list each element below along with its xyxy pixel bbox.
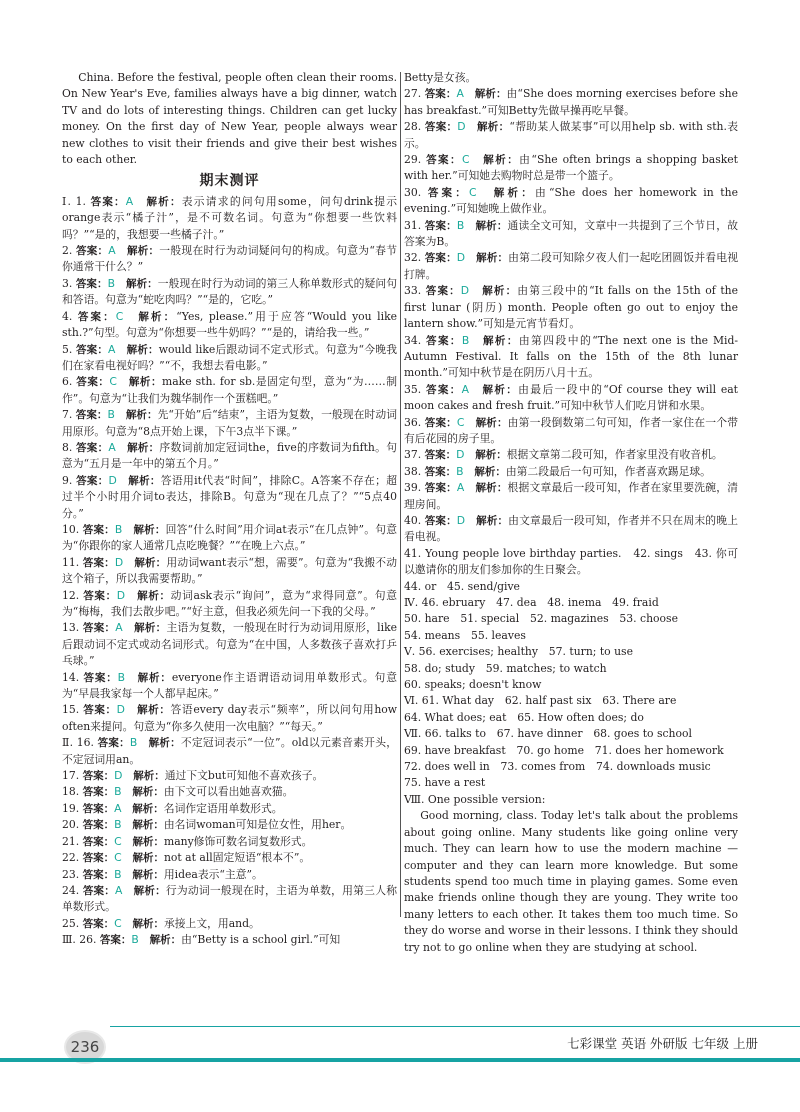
answer-choice: B (114, 867, 122, 881)
analysis-label: 解析： (482, 285, 518, 298)
item-number: 37. (404, 448, 425, 462)
analysis-text: 承接上文，用and。 (163, 916, 260, 930)
item-number: 39. (404, 481, 425, 495)
page-number: 236 (64, 1030, 106, 1064)
answer-item (62, 374, 397, 407)
answer-item (404, 333, 738, 382)
answer-item (62, 440, 397, 473)
answer-choice: C (114, 851, 122, 865)
answer-choice: B (114, 818, 122, 832)
answer-item (62, 194, 397, 243)
analysis-label: 解析： (134, 556, 167, 569)
answer-label: 答案： (82, 819, 115, 832)
item-number: 19. (62, 801, 83, 815)
answer-item (62, 620, 397, 669)
answer-item (404, 119, 738, 152)
item-number: 27. (404, 87, 425, 101)
answer-item (62, 817, 397, 833)
analysis-label: 解析： (126, 343, 159, 356)
answer-choice: A (115, 621, 123, 635)
answer-label: 答案： (426, 154, 462, 167)
answer-choice: D (114, 769, 123, 783)
item-number: 25. (62, 916, 83, 930)
answer-label: 答案： (82, 868, 115, 881)
answer-item (62, 702, 397, 735)
answer-label: 答案： (90, 195, 126, 208)
analysis-text: make sth. for sb.是固定句型，意为“为……制作”。句意为“让我们为魏华制作一个蛋糕吧。” (62, 375, 397, 405)
analysis-text: 由“Betty is a school girl.”可知 (181, 933, 341, 947)
analysis-text: 不定冠词表示“一位”。old以元素音素开头，不定冠词用an。 (62, 736, 398, 766)
item-number: 18. (62, 785, 83, 799)
analysis-text: 主语为复数，一般现在时行为动词用原形，like后跟动词不定式或动名词形式。句意为“在中国，人多数孩子喜欢打乒乓球。” (62, 621, 398, 668)
analysis-text: 根据文章最后一段可知，作者在家里要洗碗，清理房间。 (404, 481, 739, 511)
answer-item (62, 342, 397, 375)
answer-label: 答案： (427, 186, 469, 199)
analysis-text: 由文章最后一段可知，作者并不只在周末的晚上看电视。 (404, 513, 738, 544)
essay-paragraph: Good morning, class. Today let's talk about the problems about going online. Many students like going online very much. They can learn how to use the modern machine — computer and they can learn more knowledge. But some students spend too much time in playing games. Some even make friends online though they are young. They write too many letters to each other. It takes them too much time. So they do worse and worse in their lessons. I think they should try not to go online when they are studying at school. (404, 809, 738, 954)
left-answer-list (62, 194, 397, 949)
answer-label: 答案： (424, 514, 457, 527)
answer-choice: A (461, 382, 469, 396)
analysis-text: 由最后一段中的“Of course they will eat moon cakes and fresh fruit.”可知中秋节人们吃月饼和水果。 (404, 382, 739, 413)
answer-item (404, 86, 738, 119)
analysis-text: 通过下文but可知他不喜欢孩子。 (164, 769, 324, 783)
answer-item (62, 784, 397, 800)
section-title: 期末测评 (199, 173, 260, 190)
analysis-label: 解析： (146, 195, 182, 208)
answer-choice: B (114, 785, 122, 799)
analysis-text: not at all固定短语“根本不”。 (163, 851, 311, 865)
answer-choice: C (456, 415, 465, 429)
analysis-label: 解析： (476, 514, 509, 527)
analysis-text: 由第一段倒数第二句可知，作者一家住在一个带有后花园的房子里。 (404, 415, 739, 445)
analysis-text: would like后跟动词不定式形式。句意为“今晚我们在家看电视好吗？”“不，我想去看电影。” (62, 342, 397, 372)
answer-choice: B (117, 670, 126, 684)
analysis-label: 解析： (149, 934, 182, 947)
item-number: 14. (62, 670, 84, 684)
analysis-text: 先“开始”后“结束”，主语为复数，一般现在时动词用原形。句意为“8点开始上课，下午3点半下课。” (62, 408, 398, 438)
analysis-label: 解析： (482, 383, 519, 396)
analysis-text: 名词作定语用单数形式。 (163, 801, 283, 815)
answer-label: 答案： (75, 343, 109, 356)
analysis-text: 一般现在时行为动词疑问句的构成。句意为“春节你通常干什么？” (62, 244, 398, 274)
analysis-label: 解析： (137, 589, 171, 602)
answer-choice: D (456, 251, 466, 265)
analysis-label: 解析： (127, 245, 160, 258)
analysis-label: 解析： (132, 868, 164, 881)
answer-label: 答案： (77, 310, 116, 323)
answer-item (404, 250, 738, 283)
answer-label: 答案： (97, 737, 130, 750)
analysis-label: 解析： (127, 441, 160, 454)
answer-line: 44. or 45. send/give (404, 579, 520, 593)
analysis-text: many修饰可数名词复数形式。 (163, 834, 313, 848)
analysis-label: 解析： (133, 884, 166, 897)
item-number: 35. (404, 382, 426, 396)
analysis-text: 用动词want表示“想，需要”。句意为“我搬不动这个箱子，所以我需要帮助。” (62, 555, 398, 586)
answer-choice: B (114, 522, 123, 536)
continuation-text: Betty是女孩。 (404, 71, 477, 84)
analysis-text: 由下文可以看出她喜欢猫。 (163, 785, 294, 799)
answer-line: Ⅴ. 56. exercises; healthy 57. turn; to use (404, 645, 633, 659)
answer-line: 60. speaks; doesn't know (404, 678, 542, 692)
analysis-label: 解析： (132, 917, 164, 930)
item-number: 10. (62, 522, 83, 536)
answer-label: 答案： (424, 219, 457, 232)
answer-line: 72. does well in 73. comes from 74. downloads music (404, 760, 711, 774)
answer-choice: B (129, 736, 138, 750)
answer-line: 50. hare 51. special 52. magazines 53. choose (404, 612, 678, 626)
answer-choice: B (107, 408, 115, 422)
analysis-label: 解析： (128, 474, 161, 487)
answer-label: 答案： (82, 917, 115, 930)
footer-line (110, 1026, 800, 1027)
answer-label: 答案： (82, 884, 115, 897)
item-number: Ⅲ. 26. (62, 933, 100, 947)
analysis-label: 解析： (474, 88, 507, 101)
analysis-text: 由名词woman可知是位女性，用her。 (163, 818, 352, 832)
answer-label: 答案： (424, 449, 457, 462)
answer-item (62, 522, 397, 555)
answer-item (404, 415, 738, 448)
analysis-label: 解析： (483, 154, 520, 167)
answer-choice: C (114, 916, 122, 930)
analysis-label: 解析： (125, 409, 158, 422)
answer-choice: C (109, 375, 117, 389)
analysis-label: 解析： (132, 786, 164, 799)
analysis-label: 解析： (133, 523, 166, 536)
answer-choice: A (125, 194, 134, 208)
analysis-text: 由“She often brings a shopping basket with her.”可知她去购物时总是带一个篮子。 (404, 153, 739, 183)
answer-choice: B (131, 933, 139, 947)
analysis-label: 解析： (132, 802, 164, 815)
analysis-label: 解析： (482, 334, 519, 347)
item-number: 29. (404, 153, 427, 167)
item-number: 9. (62, 473, 77, 487)
analysis-text: 回答“什么时间”用介词at表示“在几点钟”。句意为“你跟你的家人通常几点吃晚餐？”“在晚上六点。” (62, 522, 397, 553)
item-number: 2. (62, 244, 76, 258)
answer-choice: A (108, 440, 116, 454)
answer-choice: D (114, 555, 124, 569)
analysis-text: “帮助某人做某事”可以用help sb. with sth.表示。 (404, 120, 739, 150)
answer-label: 答案： (82, 786, 115, 799)
item-number: 3. (62, 276, 76, 290)
footer-bar (0, 1058, 800, 1062)
item-number: 15. (62, 703, 84, 717)
analysis-label: 解析： (137, 704, 171, 717)
analysis-text: 序数词前加定冠词the，five的序数词为fifth。句意为“五月是一年中的第五个月。” (62, 440, 398, 471)
answer-item (62, 735, 397, 768)
analysis-text: 一般现在时行为动词的第三人称单数形式的疑问句和答语。句意为“蛇吃肉吗？”“是的，它吃。” (62, 276, 398, 307)
answer-label: 答案： (83, 671, 118, 684)
left-column (62, 70, 397, 949)
item-number: 31. (404, 218, 425, 232)
answer-item (404, 382, 738, 415)
analysis-label: 解析： (475, 449, 507, 462)
item-number: 28. (404, 120, 425, 134)
answer-item (62, 916, 397, 932)
analysis-label: 解析： (148, 737, 181, 750)
answer-label: 答案： (83, 704, 117, 717)
answer-choice: A (114, 801, 122, 815)
analysis-text: 通读全文可知，文章中一共提到了三个节日，故答案为B。 (404, 218, 738, 249)
answer-line: 58. do; study 59. matches; to watch (404, 661, 607, 675)
answer-label: 答案： (424, 465, 457, 478)
answer-choice: C (114, 834, 122, 848)
analysis-text: 由“She does morning exercises before she has breakfast.”可知Betty先做早操再吃早餐。 (404, 87, 739, 117)
answer-line: Ⅷ. One possible version: (404, 792, 546, 806)
answer-item (62, 834, 397, 850)
analysis-text: 动词ask表示“询问”，意为“求得同意”。句意为“梅梅，我们去散步吧。”“好主意，但我必须先问一下我的父母。” (62, 588, 398, 618)
answer-label: 答案： (424, 252, 457, 265)
analysis-label: 解析： (134, 622, 167, 635)
answer-label: 答案： (424, 121, 458, 134)
answer-line: Ⅵ. 61. What day 62. half past six 63. There are (404, 694, 677, 708)
analysis-label: 解析： (477, 121, 510, 134)
answer-item (62, 276, 397, 309)
answer-item (62, 867, 397, 883)
analysis-label: 解析： (493, 186, 535, 199)
answer-line: 75. have a rest (404, 776, 486, 790)
answer-label: 答案： (75, 409, 108, 422)
answer-choice: D (456, 448, 465, 462)
answer-label: 答案： (82, 835, 115, 848)
item-number: 17. (62, 769, 83, 783)
answer-label: 答案： (82, 770, 115, 783)
answer-choice: A (456, 87, 464, 101)
analysis-text: 根据文章第二段可知，作者家里没有收音机。 (506, 448, 723, 462)
analysis-label: 解析： (475, 219, 508, 232)
analysis-label: 解析： (128, 376, 162, 389)
right-answer-list (404, 86, 738, 545)
analysis-text: 答语every day表示“频率”，所以问句用how often来提问。句意为“你多久使用一次电脑？”“每天。” (62, 703, 398, 733)
item-number: 5. (62, 342, 76, 356)
answer-label: 答案： (82, 802, 115, 815)
answer-item (62, 883, 397, 916)
answer-label: 答案： (82, 622, 116, 635)
answer-item (404, 152, 738, 185)
answer-label: 答案： (425, 383, 462, 396)
answer-label: 答案： (424, 482, 457, 495)
answer-label: 答案： (426, 334, 462, 347)
answer-item (62, 407, 397, 440)
answer-choice: C (469, 185, 477, 199)
answer-choice: D (108, 473, 117, 487)
item-number: 13. (62, 621, 83, 635)
item-number: 34. (404, 333, 427, 347)
answer-choice: D (460, 284, 470, 298)
answer-line: 41. Young people love birthday parties. 42. sings 43. 你可以邀请你的朋友们参加你的生日聚会。 (404, 546, 738, 577)
answer-line: 54. means 55. leaves (404, 628, 526, 642)
answer-label: 答案： (76, 376, 110, 389)
item-number: 8. (62, 440, 77, 454)
answer-item (62, 243, 397, 276)
answer-item (404, 447, 738, 463)
item-number: Ⅰ. 1. (62, 194, 91, 208)
item-number: 24. (62, 883, 83, 897)
item-number: 7. (62, 408, 76, 422)
answer-label: 答案： (82, 523, 115, 536)
item-number: 20. (62, 818, 83, 832)
item-number: 11. (62, 555, 83, 569)
analysis-text: 用idea表示“主意”。 (163, 867, 263, 881)
answer-label: 答案： (424, 88, 457, 101)
answer-label: 答案： (76, 441, 109, 454)
answer-choice: D (456, 513, 466, 527)
analysis-label: 解析： (125, 277, 158, 290)
answer-item (62, 670, 397, 703)
intro-paragraph: China. Before the festival, people often clean their rooms. On New Year's Eve, families always have a big dinner, watch TV and do lots of interesting things. Children can get lucky money. On the first day of New Year, people always wear new clothes to visit their friends and give their best wishes to each other. (62, 71, 397, 167)
item-number: 36. (404, 415, 425, 429)
answer-choice: A (108, 342, 116, 356)
answer-item (62, 801, 397, 817)
book-title: 七彩课堂 英语 外研版 七年级 上册 (567, 1036, 758, 1051)
analysis-label: 解析： (132, 852, 164, 865)
analysis-text: everyone作主语谓语动词用单数形式。句意为“早晨我家每一个人都早起床。” (62, 670, 398, 701)
analysis-label: 解析： (475, 482, 508, 495)
answer-item (62, 309, 397, 342)
answer-choice: B (456, 218, 465, 232)
answer-item (404, 283, 738, 332)
item-number: 21. (62, 834, 83, 848)
answer-line: Ⅶ. 66. talks to 67. have dinner 68. goes to school (404, 727, 692, 741)
answer-item (62, 555, 397, 588)
fill-in-answers (404, 546, 738, 809)
item-number: 30. (404, 185, 428, 199)
answer-line: 64. What does; eat 65. How often does; do (404, 710, 644, 724)
answer-label: 答案： (75, 277, 108, 290)
answer-choice: A (108, 244, 116, 258)
answer-label: 答案： (76, 474, 109, 487)
analysis-text: 由第二段可知除夕夜人们一起吃团圆饭并看电视打牌。 (404, 251, 738, 281)
answer-choice: D (116, 588, 126, 602)
answer-line: Ⅳ. 46. ebruary 47. dea 48. inema 49. fraid (404, 596, 659, 609)
answer-item (404, 464, 738, 480)
answer-choice: D (116, 703, 125, 717)
item-number: 6. (62, 375, 77, 389)
analysis-label: 解析： (476, 252, 509, 265)
answer-choice: A (456, 481, 465, 495)
right-column (404, 70, 738, 956)
answer-item (404, 480, 738, 513)
item-number: 33. (404, 284, 426, 298)
analysis-text: 行为动词一般现在时，主语为单数，用第三人称单数形式。 (62, 883, 398, 914)
answer-choice: A (115, 883, 123, 897)
answer-item (404, 218, 738, 251)
item-number: 38. (404, 464, 425, 478)
answer-choice: C (461, 153, 470, 167)
answer-label: 答案： (82, 852, 115, 865)
answer-label: 答案： (83, 589, 117, 602)
item-number: 23. (62, 867, 83, 881)
answer-item (62, 850, 397, 866)
answer-line: 69. have breakfast 70. go home 71. does her homework (404, 743, 724, 757)
answer-label: 答案： (99, 934, 132, 947)
item-number: Ⅱ. 16. (62, 736, 98, 750)
answer-item (62, 588, 397, 621)
item-number: 12. (62, 588, 84, 602)
analysis-label: 解析： (474, 465, 506, 478)
answer-choice: D (457, 120, 466, 134)
answer-label: 答案： (76, 245, 109, 258)
analysis-label: 解析： (138, 310, 177, 323)
item-number: 22. (62, 851, 83, 865)
analysis-label: 解析： (133, 770, 165, 783)
analysis-label: 解析： (132, 835, 164, 848)
answer-item (62, 473, 397, 522)
analysis-text: 由第三段中的“It falls on the 15th of the first lunar (阴历) month. People often go out to enjoy the lantern show.”可知是元宵节看灯。 (404, 284, 739, 331)
answer-choice: C (115, 309, 124, 323)
answer-choice: B (461, 333, 470, 347)
analysis-text: 由第二段最后一句可知，作者喜欢踢足球。 (505, 464, 711, 478)
analysis-text: 由“She does her homework in the evening.”可知她晚上做作业。 (404, 185, 738, 216)
analysis-text: “Yes, please.”用于应答“Would you like sth.?”句型。句意为“你想要一些牛奶吗？”“是的，请给我一些。” (62, 309, 398, 340)
analysis-text: 表示请求的问句用some，问句drink提示orange表示“橘子汁”，是不可数名词。句意为“你想要一些饮料吗？”“是的，我想要一些橘子汁。” (62, 194, 398, 241)
answer-item (404, 185, 738, 218)
answer-item (62, 932, 397, 948)
item-number: 4. (62, 309, 78, 323)
analysis-label: 解析： (137, 671, 172, 684)
answer-label: 答案： (424, 416, 457, 429)
item-number: 32. (404, 251, 425, 265)
item-number: 40. (404, 513, 425, 527)
answer-item (62, 768, 397, 784)
answer-label: 答案： (82, 556, 115, 569)
answer-label: 答案： (425, 285, 461, 298)
answer-choice: B (107, 276, 116, 290)
answer-item (404, 513, 738, 546)
analysis-label: 解析： (132, 819, 164, 832)
analysis-text: 由第四段中的“The next one is the Mid-Autumn Festival. It falls on the 15th of the 8th lunar month.”可知中秋节是在阴历八月十五。 (404, 333, 739, 380)
column-divider (400, 72, 401, 917)
analysis-text: 答语用it代表“时间”，排除C。A答案不存在；超过半个小时用介词to表达，排除B。句意为“现在几点了？”“5点40分。” (62, 473, 398, 520)
analysis-label: 解析： (475, 416, 508, 429)
answer-choice: B (456, 464, 464, 478)
